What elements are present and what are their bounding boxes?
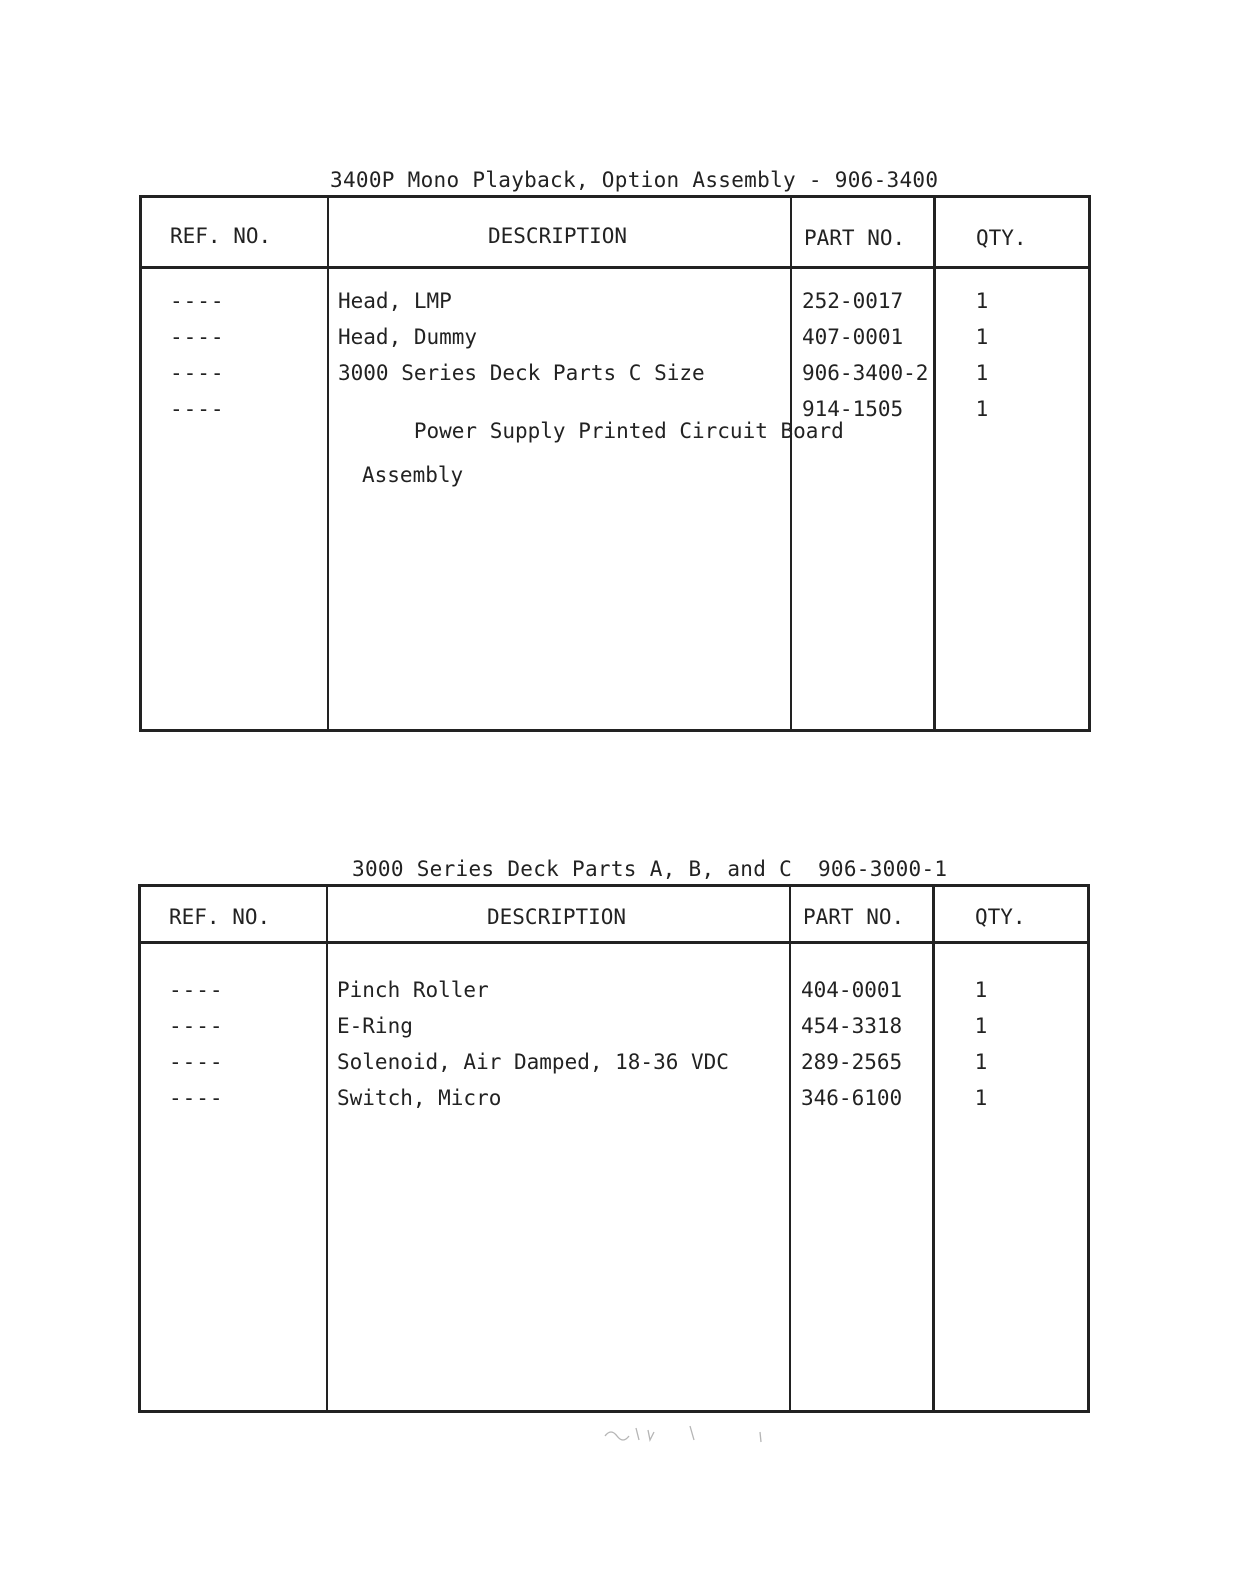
quantity: 1 bbox=[975, 397, 989, 421]
table-row bbox=[141, 979, 1087, 1015]
parts-table-2 bbox=[138, 884, 1090, 1413]
header-description: DESCRIPTION bbox=[488, 224, 628, 248]
ref-no: ---- bbox=[169, 1086, 224, 1110]
table-1-title: 3400P Mono Playback, Option Assembly - 906-3400 bbox=[330, 168, 939, 192]
quantity: 1 bbox=[975, 325, 989, 349]
ref-no: ---- bbox=[170, 397, 225, 421]
quantity: 1 bbox=[974, 1086, 988, 1110]
table-2-title: 3000 Series Deck Parts A, B, and C 906-3000-1 bbox=[352, 857, 948, 881]
description bbox=[338, 398, 844, 530]
ref-no: ---- bbox=[170, 361, 225, 385]
ref-no: ---- bbox=[170, 325, 225, 349]
description: E-Ring bbox=[337, 1014, 413, 1038]
description: Head, LMP bbox=[338, 289, 452, 313]
description: Switch, Micro bbox=[337, 1086, 502, 1110]
description-line-1: Power Supply Printed Circuit Board bbox=[413, 419, 844, 443]
description: Solenoid, Air Damped, 18-36 VDC bbox=[337, 1050, 729, 1074]
part-no: 454-3318 bbox=[801, 1014, 903, 1038]
quantity: 1 bbox=[974, 1050, 988, 1074]
header-part-no: PART NO. bbox=[804, 226, 906, 250]
table-row bbox=[142, 290, 1088, 326]
table-row bbox=[142, 362, 1088, 398]
header-ref-no: REF. NO. bbox=[169, 905, 271, 929]
part-no: 906-3400-2 bbox=[802, 361, 929, 385]
table-row bbox=[142, 397, 1088, 487]
table-row bbox=[142, 326, 1088, 362]
part-no: 914-1505 bbox=[802, 397, 904, 421]
header-qty: QTY. bbox=[975, 905, 1026, 929]
header-description: DESCRIPTION bbox=[487, 905, 627, 929]
part-no: 404-0001 bbox=[801, 978, 903, 1002]
table-row bbox=[141, 1087, 1087, 1123]
ref-no: ---- bbox=[169, 1050, 224, 1074]
part-no: 252-0017 bbox=[802, 289, 904, 313]
part-no: 289-2565 bbox=[801, 1050, 903, 1074]
header-qty: QTY. bbox=[976, 226, 1027, 250]
ref-no: ---- bbox=[169, 1014, 224, 1038]
parts-table-1 bbox=[139, 195, 1091, 732]
ref-no: ---- bbox=[170, 289, 225, 313]
ref-no: ---- bbox=[169, 978, 224, 1002]
quantity: 1 bbox=[975, 361, 989, 385]
quantity: 1 bbox=[974, 1014, 988, 1038]
description: Pinch Roller bbox=[337, 978, 489, 1002]
quantity: 1 bbox=[974, 978, 988, 1002]
table-row bbox=[141, 1015, 1087, 1051]
quantity: 1 bbox=[975, 289, 989, 313]
scan-smudge bbox=[600, 1418, 770, 1448]
table-row bbox=[141, 1051, 1087, 1087]
header-ref-no: REF. NO. bbox=[170, 224, 272, 248]
part-no: 407-0001 bbox=[802, 325, 904, 349]
header-part-no: PART NO. bbox=[803, 905, 905, 929]
description: 3000 Series Deck Parts C Size bbox=[338, 361, 705, 385]
description: Head, Dummy bbox=[338, 325, 478, 349]
description-line-2: Assembly bbox=[362, 463, 464, 487]
part-no: 346-6100 bbox=[801, 1086, 903, 1110]
